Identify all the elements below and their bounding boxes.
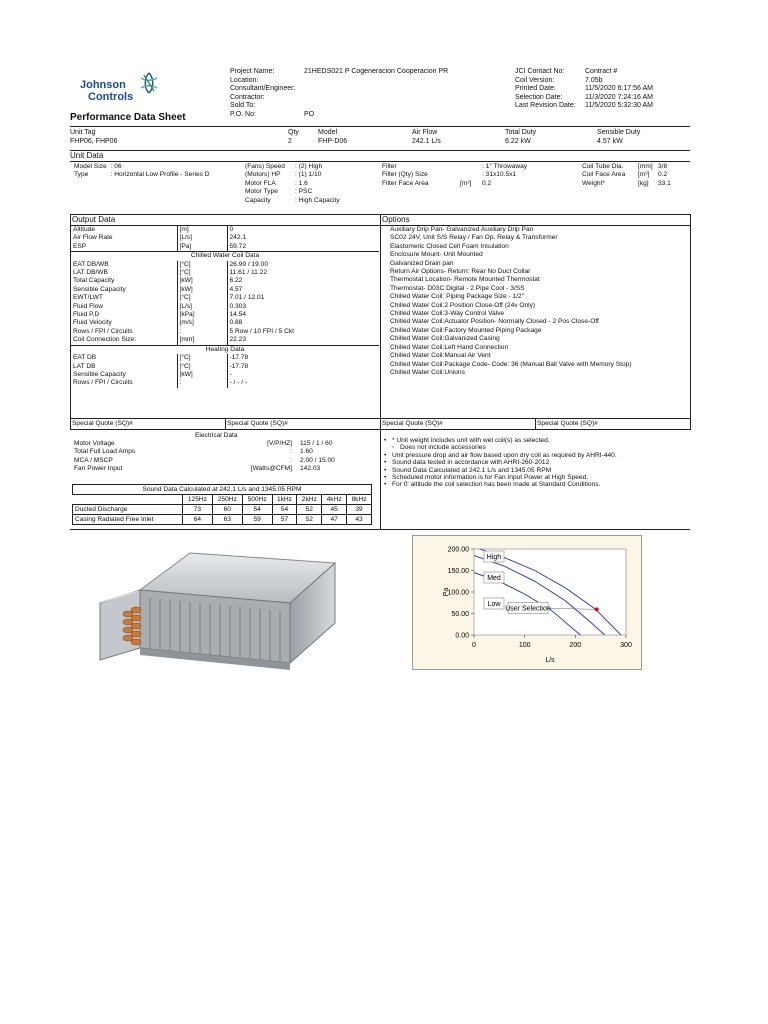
output-value: -17.78 (227, 363, 379, 371)
filter-spec-unit (458, 163, 480, 171)
output-unit: [°C] (177, 363, 227, 371)
y-tick-label: 150.00 (447, 568, 469, 575)
motor-spec-value: : PSC (295, 188, 313, 196)
user-selection-label: User Selection (505, 605, 551, 613)
option-item: Elastomeric Closed Cell Foam Insulation (390, 242, 509, 250)
contract-field-label: Coil Version: (515, 76, 555, 84)
electrical-label: Total Full Load Amps (74, 448, 136, 456)
sound-data (72, 484, 372, 525)
sound-value: 45 (322, 505, 347, 515)
output-label: LAT DB/WB (73, 269, 108, 277)
sound-row-label: Casing Radiated Free Inlet (73, 515, 183, 525)
contract-fields (515, 68, 653, 111)
motor-spec-row (243, 180, 342, 188)
output-unit: [m/s] (177, 319, 227, 327)
electrical-row (72, 457, 337, 465)
motor-spec-label: Capacity (245, 196, 271, 204)
output-row (71, 294, 379, 302)
special-quote-3: Special Quote (SQ)# (382, 420, 443, 427)
note-item: • Unit pressure drop and air flow based upon dry coil as required by AHRI-440. (384, 452, 684, 459)
sound-band: 1kHz (272, 495, 297, 505)
y-axis-label: Pa (443, 587, 450, 597)
output-unit: [Pa] (177, 243, 227, 252)
x-tick-label: 300 (620, 642, 632, 649)
note-item: ◦ Does not include accessories (384, 444, 684, 451)
fan-curve-chart (412, 535, 642, 670)
project-field-value: 21HEDS021 P Cogeneracion Cooperacion PR (304, 68, 449, 75)
contract-field-value: Contract # (585, 68, 618, 75)
output-label: Rows / FPI / Circuits (73, 379, 133, 387)
unit-value: FHP06, FHP06 (70, 138, 118, 145)
output-row (71, 226, 379, 234)
filter-spec-row (380, 180, 529, 188)
project-field-value (304, 77, 448, 86)
notes-list (384, 437, 684, 489)
coil-spec-table (580, 163, 673, 188)
unit-spec-label: Type (74, 171, 89, 179)
unit-header: Sensible Duty (597, 129, 641, 136)
coil-spec-unit: [mm] (638, 163, 653, 170)
filter-spec-label: Filter Face Area (382, 179, 429, 187)
unit-value: 4.57 kW (597, 138, 623, 145)
output-value: 14.54 (227, 311, 379, 319)
sound-band: 4kHz (322, 495, 347, 505)
coil-spec-row (580, 180, 673, 188)
output-label: Altitude (73, 226, 95, 233)
filter-spec-label: Filter (382, 163, 397, 170)
motor-spec-value: : 1.6 (295, 179, 308, 187)
output-row (71, 371, 379, 379)
coil-spec-row (580, 171, 673, 179)
output-row (71, 354, 379, 362)
motor-spec-row (243, 197, 342, 205)
project-fields (230, 68, 448, 120)
coil-spec-label: Coil Face Area (582, 171, 626, 179)
output-value: -17.78 (227, 354, 379, 362)
electrical-value: 2.00 / 15.00 (300, 456, 335, 464)
unit-summary (70, 128, 690, 148)
filter-spec-label: Filter (Qty) Size (382, 171, 428, 179)
project-field-label: Sold To: (230, 102, 256, 110)
unit-value: 2 (288, 138, 292, 145)
special-quote-1: Special Quote (SQ)# (72, 420, 133, 427)
electrical-value: 1.60 (300, 448, 313, 456)
output-unit: [kPa] (177, 311, 227, 319)
x-tick-label: 100 (518, 642, 531, 649)
logo-line-2: Controls (88, 91, 134, 103)
filter-spec-value: : 31x10.5x1 (482, 171, 517, 179)
output-unit: [m] (177, 226, 227, 234)
coil-spec-unit: [m²] (638, 171, 650, 179)
option-item: Thermostat Location- Remote Mounted Thermostat (390, 276, 540, 284)
contract-field-label: JCI Contact No: (515, 68, 565, 75)
sound-table (72, 484, 372, 525)
output-unit: [°C] (177, 261, 227, 269)
output-unit: [L/s] (177, 234, 227, 242)
note-item: • Scheduled motor information is for Fan Input Power at High Speed. (384, 474, 684, 481)
note-item: • * Unit weight includes unit with wet coil(s) as selected. (384, 437, 684, 444)
option-item: Enclosure Mount- Unit Mounted (390, 251, 483, 259)
project-field-label: Contractor: (230, 93, 265, 101)
option-item: Chilled Water Coil:Factory Mounted Piping Package (390, 326, 542, 334)
company-logo (80, 70, 160, 108)
option-item: Chilled Water Coil:2 Position Close-Off (24v Only) (390, 301, 536, 309)
sound-band-row (73, 495, 372, 505)
sound-row (73, 505, 372, 515)
output-row (71, 303, 379, 311)
output-unit: [°C] (177, 354, 227, 362)
page-title: Performance Data Sheet (70, 112, 186, 123)
output-row (71, 277, 379, 285)
motor-spec-row (243, 163, 342, 171)
output-row (71, 328, 379, 336)
output-unit: [°C] (177, 294, 227, 302)
output-label: ESP (73, 242, 87, 250)
sound-band: 125Hz (183, 495, 213, 505)
output-unit: [mm] (177, 336, 227, 345)
contract-field-label: Selection Date: (515, 93, 563, 101)
option-item: Thermostat- D03C Digital - 2 Pipe Cool - 3/SS (390, 284, 525, 292)
sound-value: 52 (297, 515, 322, 525)
output-value: 26.99 / 19.00 (227, 261, 379, 269)
sound-value: 39 (347, 505, 372, 515)
output-value: 11.61 / 11.22 (227, 269, 379, 277)
output-label: Sensible Capacity (73, 370, 126, 378)
output-row (71, 261, 379, 269)
series-label: Low (487, 601, 501, 608)
series-label: Med (487, 575, 501, 582)
option-item: Chilled Water Coil:Manual Air Vent (390, 352, 491, 360)
unit-value: 6.22 kW (505, 138, 531, 145)
sound-title: Sound Data Calculated at 242.1 L/s and 1345.05 RPM (73, 485, 372, 495)
motor-spec-label: (Motors) HP (245, 171, 281, 179)
motor-spec-table (243, 163, 342, 205)
fan-curve-svg (412, 535, 642, 670)
output-label: Fluid Velocity (73, 319, 112, 327)
unit-header: Air Flow (412, 129, 438, 136)
output-row (71, 243, 379, 252)
sound-value: 43 (347, 515, 372, 525)
electrical-value: 142.03 (300, 465, 321, 473)
project-field-value (304, 85, 448, 94)
electrical-label: MCA / MSCP (74, 456, 113, 464)
sound-value: 73 (183, 505, 213, 515)
options-list (390, 226, 686, 377)
series-label: High (486, 554, 502, 561)
special-quote-4: Special Quote (SQ)# (537, 420, 598, 427)
contract-field-value: 11/5/2020 5:32:30 AM (585, 102, 653, 110)
logo-mark-icon (136, 70, 162, 96)
x-tick-label: 0 (472, 642, 476, 649)
output-label: Fluid Flow (73, 302, 104, 310)
contract-field-value: 11/3/2020 7:24:16 AM (585, 93, 653, 101)
unit-header: Model (318, 129, 338, 136)
contract-field-value: 7.05b (585, 76, 603, 84)
motor-spec-label: Motor Type (245, 188, 278, 196)
output-label: Sensible Capacity (73, 285, 126, 293)
sound-band: 250Hz (212, 495, 242, 505)
output-value: - / - / - (227, 379, 379, 387)
sound-row-label: Ducted Discharge (73, 505, 183, 515)
option-item: Chilled Water Coil:3-Way Control Valve (390, 310, 505, 318)
output-row (71, 286, 379, 294)
sound-value: 54 (272, 505, 297, 515)
output-data-table (71, 226, 379, 388)
coil-spec-label: Coil Tube Dia. (582, 163, 624, 170)
option-item: Chilled Water Coil:Unions (390, 368, 465, 376)
sound-row (73, 515, 372, 525)
project-field-label: Project Name: (230, 68, 275, 75)
note-item: • Sound data tested in accordance with AHRI-260-2012 (384, 459, 684, 466)
electrical-row (72, 465, 337, 473)
unit-spec-row (72, 171, 212, 179)
project-field-label: Location: (230, 76, 259, 84)
project-field-label: Consultant/Engineer: (230, 85, 296, 93)
motor-spec-value: : (2) High (295, 163, 323, 170)
option-item: Return Air Options- Return: Rear No Duct Collar (390, 268, 531, 276)
note-item: • For 0' altitude the coil selection has been made at Standard Conditions. (384, 481, 684, 488)
unit-data-col2 (243, 163, 342, 205)
unit-data-col3 (380, 163, 529, 188)
output-unit: [kW] (177, 286, 227, 294)
heating-data-title: Heating Data (71, 345, 379, 354)
output-label: Rows / FPI / Circuits (73, 327, 133, 335)
contract-field-label: Printed Date: (515, 85, 556, 93)
motor-spec-label: Motor FLA (245, 179, 276, 187)
coil-spec-value: 0.2 (658, 171, 668, 179)
output-label: Fluid P.D (73, 311, 100, 319)
unit-header: Unit Tag (70, 129, 96, 136)
output-label: EWT/LWT (73, 294, 103, 302)
motor-spec-row (243, 171, 342, 179)
y-tick-label: 50.00 (451, 611, 469, 618)
motor-spec-label: (Fans) Speed (245, 163, 285, 170)
sound-title-row (73, 485, 372, 495)
output-label: Air Flow Rate (73, 234, 113, 242)
heating-data-title-row (71, 345, 379, 354)
output-unit: [L/s] (177, 303, 227, 311)
output-row (71, 269, 379, 277)
unit-value: 242.1 L/s (412, 138, 441, 145)
electrical-unit: : (290, 456, 292, 464)
coil-spec-value: 33.1 (658, 179, 671, 187)
electrical-unit: [Watts@CFM] (250, 465, 292, 473)
filter-spec-row (380, 171, 529, 179)
unit-header: Total Duty (505, 129, 537, 136)
option-item: Chilled Water Coil:Package Code- Code: 36 (Manual Ball Valve with Memory Stop) (390, 360, 632, 368)
option-item: Auxiliary Drip Pan- Galvanized Auxiliary Drip Pan (390, 226, 534, 233)
filter-spec-row (380, 163, 529, 171)
electrical-row (72, 448, 337, 456)
output-value: 0.303 (227, 303, 379, 311)
output-value: 0 (227, 226, 379, 234)
project-field-value: PO (304, 110, 315, 118)
output-unit: [°C] (177, 269, 227, 277)
filter-spec-table (380, 163, 529, 188)
option-item: Galvanized Drain pan (390, 259, 454, 267)
sound-band: 500Hz (242, 495, 272, 505)
y-tick-label: 100.00 (447, 589, 469, 597)
filter-spec-unit (458, 171, 480, 179)
unit-spec-value: : Horizontal Low Profile - Series D (110, 171, 210, 179)
chilled-water-title-row (71, 252, 379, 261)
output-value: 59.72 (227, 243, 379, 252)
unit-spec-label: Model Size (74, 163, 107, 170)
sound-value: 47 (322, 515, 347, 525)
electrical-unit: : (290, 448, 292, 456)
sound-value: 60 (212, 505, 242, 515)
motor-spec-value: : (1) 1/10 (295, 171, 322, 179)
user-selection-point (595, 607, 599, 611)
output-row (71, 379, 379, 387)
coil-spec-label: Weight* (582, 179, 605, 187)
output-value: 6.22 (227, 277, 379, 285)
sound-value: 64 (183, 515, 213, 525)
filter-spec-unit: [m²] (460, 179, 472, 187)
electrical-label: Fan Power Input (74, 465, 123, 473)
option-item: Chilled Water Coil:Actuator Position- Normally Closed - 2 Pos Close-Off (390, 318, 599, 326)
filter-spec-value: : 1" Throwaway (482, 163, 528, 170)
option-item: SC02 24V, Unit S/S Relay / Fan Op. Relay & Transformer (390, 234, 558, 242)
output-table (71, 226, 379, 388)
output-row (71, 363, 379, 371)
motor-spec-row (243, 188, 342, 196)
output-row (71, 311, 379, 319)
x-axis-label: L/s (545, 657, 555, 664)
output-value: 242.1 (227, 234, 379, 242)
option-item: Chilled Water Coil:Galvanized Casing (390, 335, 500, 343)
sound-value: 54 (242, 505, 272, 515)
unit-value: FHP-D06 (318, 138, 348, 145)
electrical-kv (72, 440, 337, 474)
project-field-label: P.O. No: (230, 110, 256, 118)
contract-field-value: 11/5/2020 6:17:56 AM (585, 85, 653, 93)
coil-spec-unit: [kg] (638, 179, 649, 187)
note-item: • Sound Data Calculated at 242.1 L/s and 1345.05 RPM (384, 467, 684, 474)
motor-spec-value: : High Capacity (295, 196, 340, 204)
output-unit: : (177, 328, 227, 336)
output-label: Coil Connection Size: (73, 336, 137, 344)
output-value: 22.23 (227, 336, 379, 345)
logo-line-1: Johnson (80, 79, 126, 91)
product-image (90, 548, 350, 688)
unit-data-title: Unit Data (70, 151, 104, 160)
electrical-unit: [V/P/HZ] (267, 440, 292, 447)
special-quote-2: Special Quote (SQ)# (227, 420, 288, 427)
unit-spec-row (72, 163, 212, 171)
output-unit: [kW] (177, 371, 227, 379)
unit-spec-table (72, 163, 212, 180)
electrical-value: 115 / 1 / 60 (300, 440, 333, 447)
project-field-value (304, 102, 448, 111)
chilled-water-title: Chilled Water Coil Data (71, 252, 379, 261)
output-row (71, 234, 379, 242)
electrical-label: Motor Voltage (74, 440, 115, 447)
y-tick-label: 0.00 (455, 632, 469, 640)
sound-value: 59 (242, 515, 272, 525)
coil-spec-value: 3/8 (658, 163, 668, 170)
electrical-title: Electrical Data (195, 432, 238, 439)
electrical-table (72, 440, 337, 474)
option-item: Chilled Water Coil:Left Hand Connection (390, 343, 509, 351)
output-unit: [kW] (177, 277, 227, 285)
y-tick-label: 200.00 (447, 546, 469, 554)
unit-spec-value: : 06 (110, 163, 122, 170)
project-field-value (304, 94, 448, 103)
sound-value: 63 (212, 515, 242, 525)
sound-value: 52 (297, 505, 322, 515)
filter-spec-value: 0.2 (482, 179, 492, 187)
options-title: Options (382, 215, 410, 224)
output-value: 0.88 (227, 319, 379, 327)
sound-corner (73, 495, 183, 505)
output-label: LAT DB (73, 362, 96, 370)
output-label: EAT DB/WB (73, 260, 109, 268)
output-label: EAT DB (73, 354, 97, 362)
sound-band: 2kHz (297, 495, 322, 505)
output-row (71, 336, 379, 345)
contract-field-label: Last Revision Date: (515, 102, 576, 110)
coil-spec-row (580, 163, 673, 171)
unit-data-col4 (580, 163, 673, 188)
unit-header: Qty (288, 129, 299, 136)
output-label: Total Capacity (73, 277, 115, 285)
output-value: 7.01 / 12.01 (227, 294, 379, 302)
x-tick-label: 200 (569, 642, 582, 649)
output-data-title: Output Data (72, 215, 116, 224)
sound-band: 8kHz (347, 495, 372, 505)
option-item: Chilled Water Coil: Piping Package Size - 1/2" (390, 293, 525, 301)
sound-value: 57 (272, 515, 297, 525)
electrical-row (72, 440, 337, 448)
output-row (71, 319, 379, 327)
output-value: 5 Row / 10 FPI / 5 Ckt (227, 328, 379, 336)
unit-data-col1 (72, 163, 212, 180)
output-value: - (227, 371, 379, 379)
output-unit: : (177, 379, 227, 387)
output-value: 4.57 (227, 286, 379, 294)
